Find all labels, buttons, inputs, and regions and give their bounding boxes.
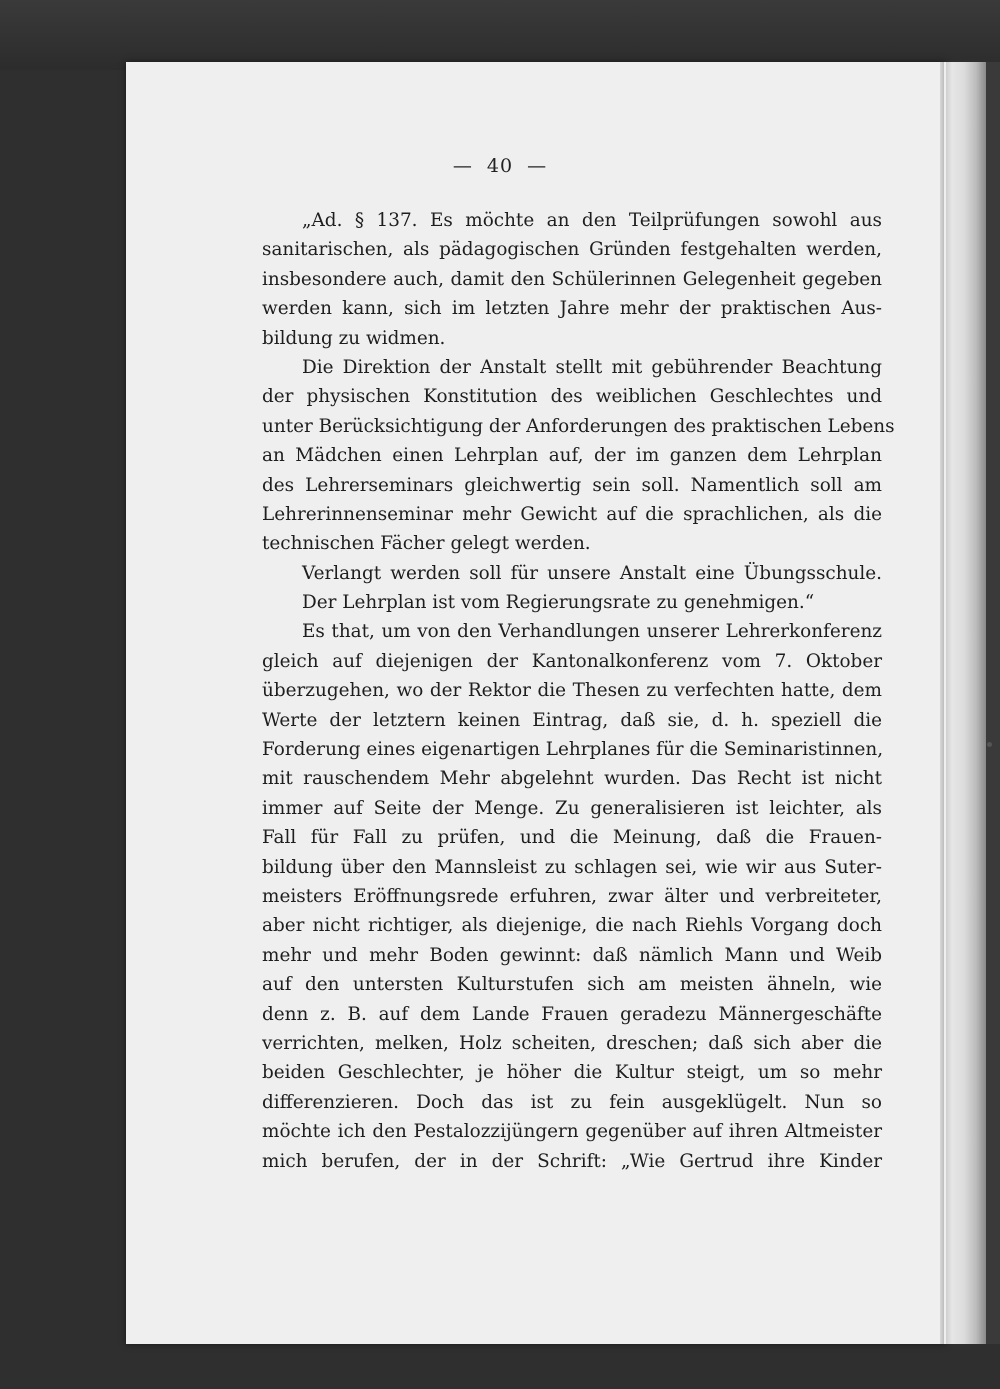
page-gutter	[940, 62, 944, 1344]
text-line: beiden Geschlechter, je höher die Kultur steigt, um so mehr	[262, 1062, 882, 1084]
text-line: überzugehen, wo der Rektor die Thesen zu verfechten hatte, dem	[262, 680, 882, 702]
page-stack-edge	[946, 62, 986, 1344]
body-text	[262, 206, 895, 1176]
text-line: Der Lehrplan ist vom Regierungsrate zu genehmigen.“	[302, 592, 815, 614]
scan-speck	[987, 742, 992, 747]
text-line: Verlangt werden soll für unsere Anstalt eine Übungsschule.	[302, 562, 882, 584]
text-line: werden kann, sich im letzten Jahre mehr der praktischen Aus-	[262, 298, 882, 320]
text-line: Die Direktion der Anstalt stellt mit gebührender Beachtung	[302, 356, 882, 378]
text-line: Fall für Fall zu prüfen, und die Meinung, daß die Frauen-	[262, 827, 882, 849]
text-line: an Mädchen einen Lehrplan auf, der im ganzen dem Lehrplan	[262, 445, 882, 467]
text-line: verrichten, melken, Holz scheiten, dreschen; daß sich aber die	[262, 1032, 882, 1054]
text-line: sanitarischen, als pädagogischen Gründen festgehalten werden,	[262, 239, 882, 261]
text-line: aber nicht richtiger, als diejenige, die nach Riehls Vorgang doch	[262, 915, 882, 937]
scanner-backdrop	[0, 0, 1000, 70]
text-line: auf den untersten Kulturstufen sich am meisten ähneln, wie	[262, 974, 882, 996]
text-line: immer auf Seite der Menge. Zu generalisieren ist leichter, als	[262, 797, 882, 819]
text-line: mich berufen, der in der Schrift: „Wie Gertrud ihre Kinder	[262, 1150, 882, 1172]
text-line: Forderung eines eigenartigen Lehrplanes für die Seminaristinnen,	[262, 739, 884, 761]
page-number-value: 40	[486, 155, 514, 177]
page-number-dash-right: —	[527, 155, 548, 177]
page-edge-shadow	[986, 62, 1000, 1344]
text-line: insbesondere auch, damit den Schülerinnen Gelegenheit gegeben	[262, 268, 882, 290]
text-line: „Ad. § 137. Es möchte an den Teilprüfungen sowohl aus	[302, 210, 882, 231]
text-line: mit rauschendem Mehr abgelehnt wurden. Das Recht ist nicht	[262, 768, 882, 790]
text-line: bildung zu widmen.	[262, 327, 446, 349]
text-line: unter Berücksichtigung der Anforderungen des praktischen Lebens	[262, 415, 895, 437]
text-line: technischen Fächer gelegt werden.	[262, 533, 591, 555]
text-line: meisters Eröffnungsrede erfuhren, zwar älter und verbreiteter,	[262, 885, 882, 907]
text-line: möchte ich den Pestalozzijüngern gegenüber auf ihren Altmeister	[262, 1121, 882, 1143]
page-number	[0, 155, 1000, 177]
text-line: der physischen Konstitution des weiblichen Geschlechtes und	[262, 386, 882, 408]
text-line: gleich auf diejenigen der Kantonalkonferenz vom 7. Oktober	[262, 650, 882, 672]
text-line: bildung über den Mannsleist zu schlagen sei, wie wir aus Suter-	[262, 856, 882, 878]
text-line: Lehrerinnenseminar mehr Gewicht auf die sprachlichen, als die	[262, 503, 882, 525]
text-line: Es that, um von den Verhandlungen unserer Lehrerkonferenz	[302, 621, 882, 643]
page-number-dash-left: —	[452, 155, 473, 177]
text-line: Werte der letztern keinen Eintrag, daß sie, d. h. speziell die	[262, 709, 882, 731]
text-line: differenzieren. Doch das ist zu fein ausgeklügelt. Nun so	[262, 1091, 882, 1113]
text-line: denn z. B. auf dem Lande Frauen geradezu Männergeschäfte	[262, 1003, 882, 1025]
text-line: des Lehrerseminars gleichwertig sein soll. Namentlich soll am	[262, 474, 882, 496]
text-line: mehr und mehr Boden gewinnt: daß nämlich Mann und Weib	[262, 944, 882, 966]
